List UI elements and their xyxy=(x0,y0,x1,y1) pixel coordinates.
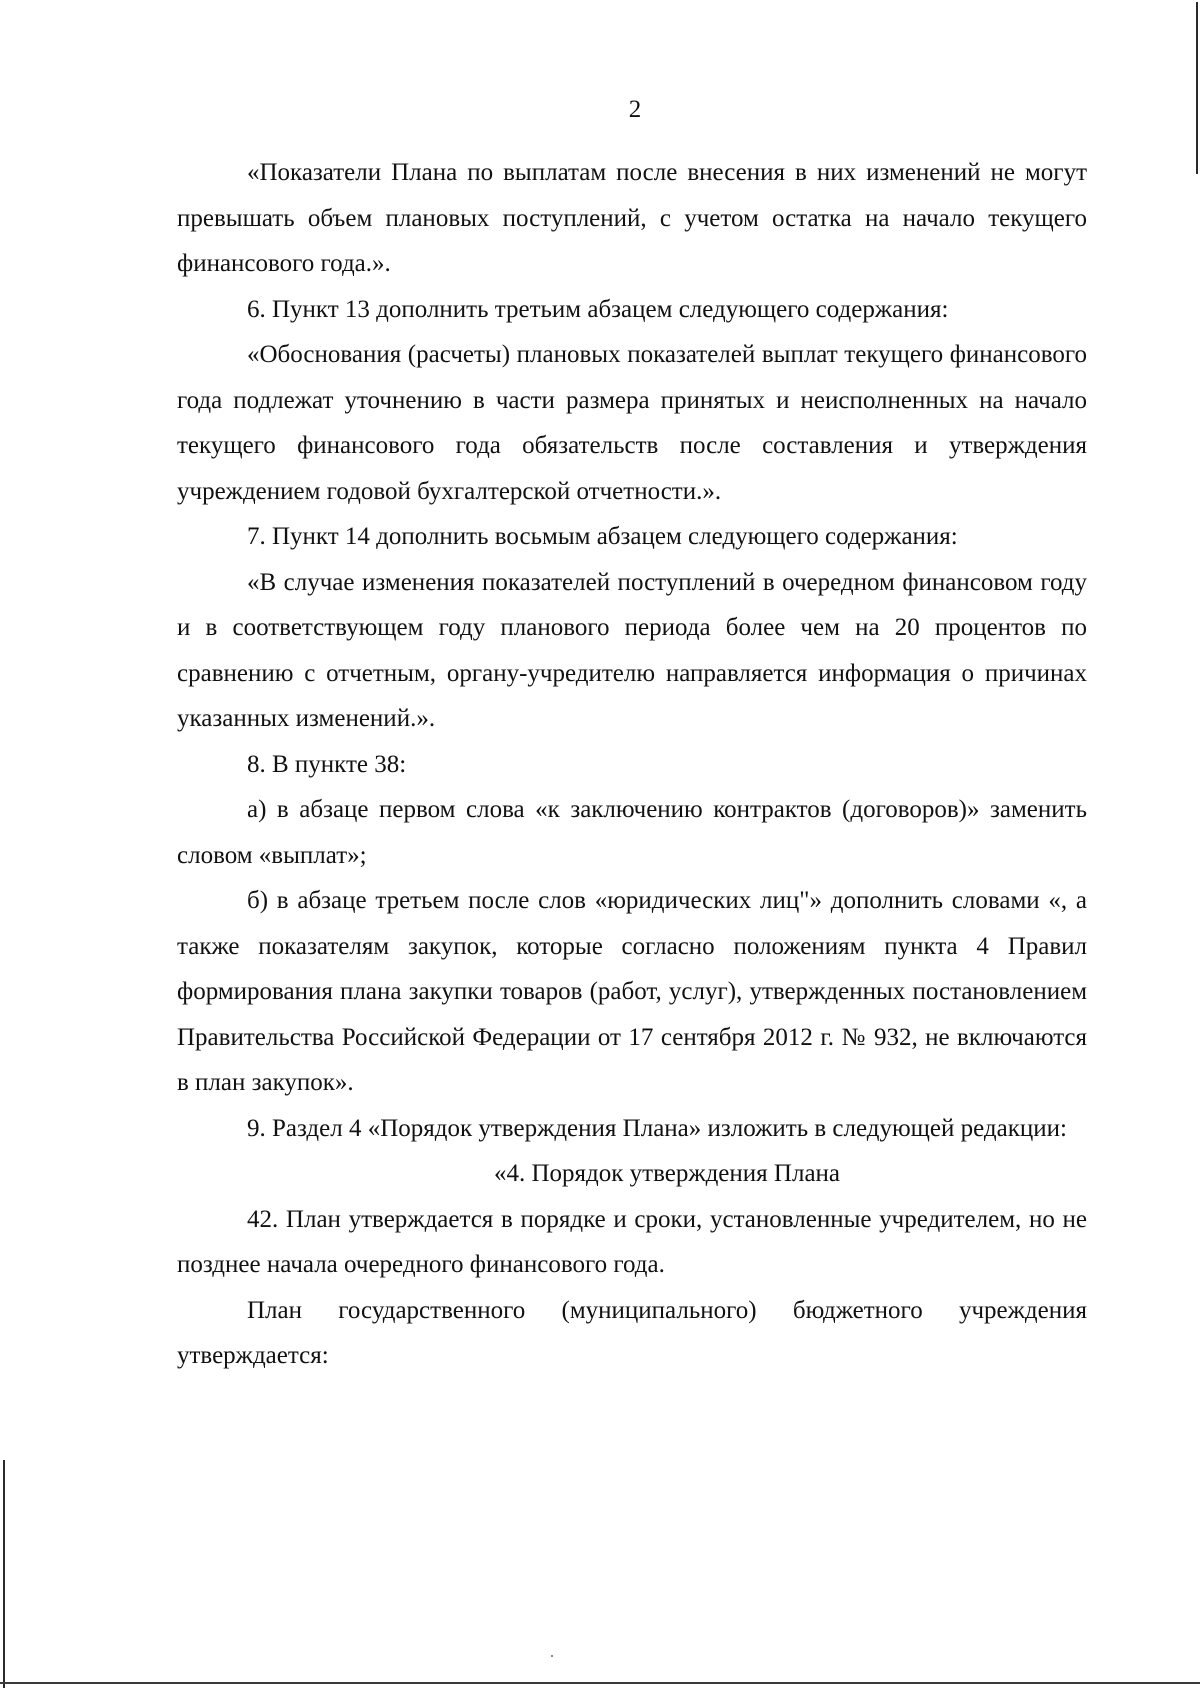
text-line: «В случае изменения показателей поступлений в очередном финансовом xyxy=(247,568,1033,596)
section-heading xyxy=(177,1151,1087,1197)
text-line: причинах указанных изменений.». xyxy=(177,659,1087,732)
text-line: «4. Порядок утверждения Плана xyxy=(493,1160,841,1187)
text-line: словом «выплат»; xyxy=(177,841,367,869)
text-line: 6. Пункт 13 дополнить третьим абзацем следующего содержания: xyxy=(247,295,949,323)
document-body xyxy=(177,150,1087,1379)
text-line: составления и утверждения учреждением годовой бухгалтерской отчетности.». xyxy=(177,432,1087,505)
paragraph xyxy=(177,878,1087,1106)
paragraph xyxy=(177,560,1087,742)
scan-speck xyxy=(551,1655,553,1657)
paragraph xyxy=(177,150,1087,287)
text-line: «Обоснования (расчеты) плановых показателей выплат текущего xyxy=(247,341,944,368)
scan-edge-right xyxy=(1196,2,1198,174)
text-line: а) в абзаце первом слова «к заключению контрактов (договоров)» заменить xyxy=(247,796,1087,823)
text-line: году и в соответствующем году планового периода более чем на 20 процентов по xyxy=(177,568,1087,641)
paragraph xyxy=(177,787,1087,878)
paragraph xyxy=(177,742,1087,788)
text-line: постановлением Правительства Российской Федерации от 17 сентября 2012 г. № xyxy=(177,978,1088,1051)
text-line: 42. План утверждается в порядке и сроки, установленные учредителем, но xyxy=(247,1205,1055,1233)
text-line: 9. Раздел 4 «Порядок утверждения Плана» изложить в следующей xyxy=(247,1114,955,1142)
text-line: не позднее начала очередного финансового года. xyxy=(177,1205,1087,1278)
text-line: 8. В пункте 38: xyxy=(247,750,407,778)
paragraph xyxy=(177,332,1087,514)
text-line: 7. Пункт 14 дополнить восьмым абзацем следующего содержания: xyxy=(247,523,958,550)
page-number: 2 xyxy=(628,96,642,123)
text-line: План государственного (муниципального) бюджетного учреждения xyxy=(247,1296,1087,1324)
text-line: неисполненных на начало текущего финансового года обязательств после xyxy=(177,386,1088,459)
paragraph xyxy=(177,1288,1087,1379)
text-line: 932, не включаются в план закупок». xyxy=(177,1023,1088,1096)
text-line: сравнению с отчетным, органу-учредителю направляется информация о xyxy=(177,659,974,687)
text-line: а также показателям закупок, которые согласно положениям пункта 4 Правил xyxy=(177,887,1087,960)
paragraph xyxy=(177,1197,1087,1288)
text-line: утверждается: xyxy=(177,1342,329,1369)
scan-edge-bottom xyxy=(0,1682,1200,1684)
text-line: б) в абзаце третьем после слов «юридических лиц"» дополнить словами «, xyxy=(247,887,1068,914)
paragraph xyxy=(177,1106,1087,1152)
text-line: финансового года подлежат уточнению в части размера принятых и xyxy=(177,341,1088,414)
text-line: «Показатели Плана по выплатам после внесения в них изменений не могут xyxy=(247,159,1087,186)
paragraph xyxy=(177,514,1087,560)
text-line: редакции: xyxy=(960,1114,1067,1142)
paragraph xyxy=(177,287,1087,333)
scan-edge-left xyxy=(3,1460,5,1688)
text-line: финансового года.». xyxy=(177,250,391,277)
text-line: превышать объем плановых поступлений, с учетом остатка на начало текущего xyxy=(177,204,1087,232)
text-line: формирования плана закупки товаров (работ, услуг), утвержденных xyxy=(177,978,906,1005)
